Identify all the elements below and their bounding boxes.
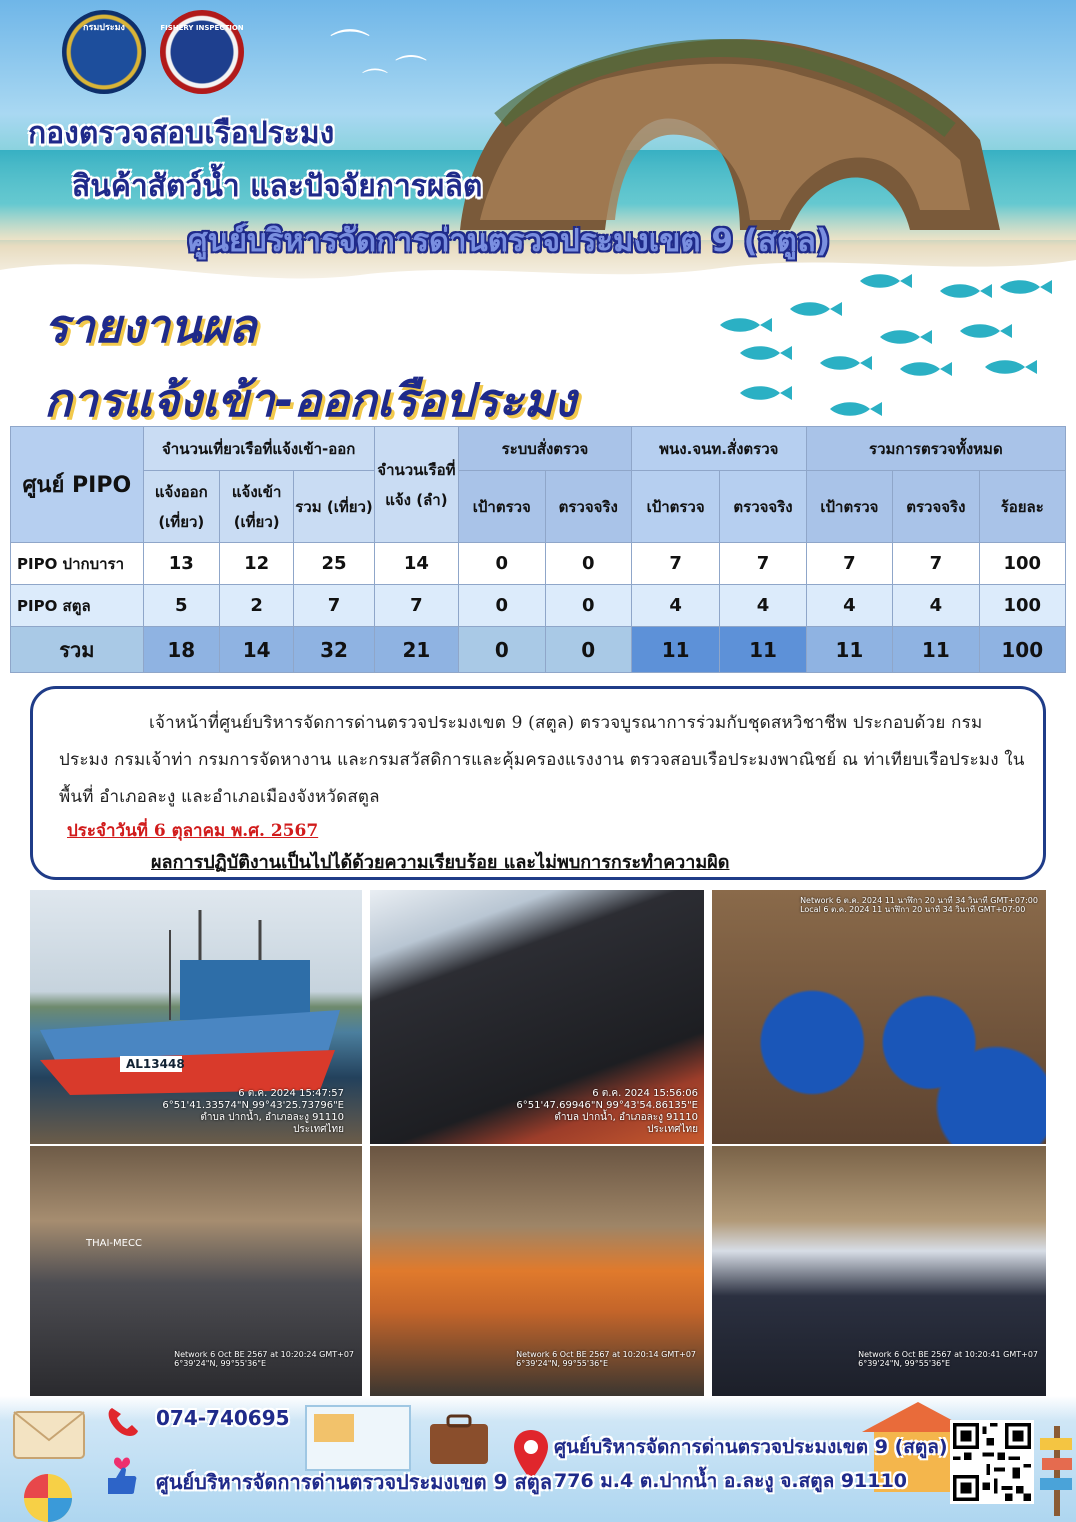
stamp-line: ตำบล ปากน้ำ, อำเภอละงู 91110 [554,1112,698,1123]
header-boats: จำนวนเรือที่แจ้ง (ลำ) [374,427,458,543]
fish-icon [720,316,772,334]
header-center: ศูนย์ PIPO [11,427,144,543]
stamp-line: Network 6 ต.ค. 2024 11 นาฬิกา 20 นาที 34 วินาที GMT+07:00 [800,896,1038,905]
header-system-actual: ตรวจจริง [545,471,631,543]
cell-system-actual: 0 [545,543,631,585]
header-in: แจ้งเข้า (เที่ยว) [219,471,293,543]
stamp-line: ประเทศไทย [647,1124,698,1135]
header-banner [0,0,1076,300]
photo-timestamp [516,1350,696,1368]
seagull-icon: ⌒ [395,52,428,90]
photo-timestamp [162,1088,344,1136]
header-officer-group: พนง.จนท.สั่งตรวจ [631,427,806,471]
stamp-line: 6°39'24"N, 99°55'36"E [174,1359,266,1368]
fish-icon [985,358,1037,376]
report-title: รายงานผล [44,299,257,353]
row-name: PIPO ปากบารา [11,543,144,585]
center-title: ศูนย์บริหารจัดการด่านตรวจประมงเขต 9 (สตูล) [188,223,831,259]
header-trips-group: จำนวนเที่ยวเรือที่แจ้งเข้า-ออก [143,427,374,471]
stamp-line: Local 6 ต.ค. 2024 11 นาฬิกา 20 นาที 34 วินาที GMT+07:00 [800,905,1026,914]
vest-label: THAI-MECC [86,1238,142,1249]
stamp-line: 6°51'47.69946"N 99°43'54.86135"E [516,1100,698,1111]
address-line1: ศูนย์บริหารจัดการด่านตรวจประมงเขต 9 (สตูล) [554,1436,948,1458]
cell-in: 14 [219,627,293,673]
notice-paragraph: เจ้าหน้าที่ศูนย์บริหารจัดการด่านตรวจประมงเขต 9 (สตูล) ตรวจบูรณาการร่วมกับชุดสหวิชาชีพ ประกอบด้วย กรมประมง กรมเจ้าท่า กรมการจัดหางาน และกรมสวัสดิการและคุ้มครองแรงงาน ตรวจสอบเรือประมงพาณิชย์ ณ ท่าเทียบเรือประมง ในพื้นที่ อำเภอละงู และอำเภอเมืองจังหวัดสตูล [59,713,1025,807]
cell-out: 5 [143,585,219,627]
notice-result: ผลการปฏิบัติงานเป็นไปได้ด้วยความเรียบร้อย และไม่พบการกระทำความผิด [151,852,730,873]
qr-code[interactable] [950,1420,1034,1504]
cell-out: 13 [143,543,219,585]
division-title: กองตรวจสอบเรือประมง [28,116,335,151]
fish-icon [1000,278,1052,296]
header-total: รวม (เที่ยว) [294,471,374,543]
cell-officer-actual: 4 [720,585,806,627]
contact-phone: 074-740695 [156,1406,290,1430]
phone-icon [104,1404,144,1440]
cell-all-actual: 7 [893,543,979,585]
photo-fishing-net [370,890,704,1144]
cell-system-target: 0 [459,627,545,673]
table-total-row [11,627,1066,673]
fish-icon [740,384,792,402]
logo-text: กรมประมง [83,23,125,33]
photo-timestamp [174,1350,354,1368]
beach-ball-decoration [20,1470,76,1522]
fish-icon [960,322,1012,340]
cell-officer-target: 7 [631,543,719,585]
fish-icon [900,360,952,378]
photo-inspection-team [30,1146,362,1396]
cell-officer-target: 4 [631,585,719,627]
cell-all-target: 11 [806,627,892,673]
cell-officer-target: 11 [631,627,719,673]
cell-in: 2 [219,585,293,627]
seagull-icon: ⌒ [330,27,370,73]
department-of-fisheries-logo [62,10,146,94]
notice-box [30,686,1046,880]
seagull-icon: ⌒ [362,68,389,98]
address-line2: 776 ม.4 ต.ปากน้ำ อ.ละงู จ.สตูล 91110 [554,1470,907,1492]
header-all-target: เป้าตรวจ [806,471,892,543]
header-all-actual: ตรวจจริง [893,471,979,543]
cell-out: 18 [143,627,219,673]
report-subtitle: การแจ้งเข้า-ออกเรือประมง [44,373,577,427]
cell-total: 25 [294,543,374,585]
division-subtitle: สินค้าสัตว์น้ำ และปัจจัยการผลิต [72,169,483,204]
photo-fish-barrels [712,890,1046,1144]
table-row [11,543,1066,585]
header-system-target: เป้าตรวจ [459,471,545,543]
header-out: แจ้งออก (เที่ยว) [143,471,219,543]
stamp-line: 6 ต.ค. 2024 15:47:57 [238,1088,344,1099]
boat-hull-number: AL13448 [126,1057,185,1071]
fish-icon [880,328,932,346]
cell-percent: 100 [979,543,1065,585]
cell-total: 32 [294,627,374,673]
cell-officer-actual: 11 [720,627,806,673]
stamp-line: ประเทศไทย [293,1124,344,1135]
cell-all-actual: 4 [893,585,979,627]
stamp-line: 6°39'24"N, 99°55'36"E [858,1359,950,1368]
cell-boats: 7 [374,585,458,627]
header-system-group: ระบบสั่งตรวจ [459,427,632,471]
fish-icon [790,300,842,318]
header-all-group: รวมการตรวจทั้งหมด [806,427,1065,471]
stamp-line: 6°39'24"N, 99°55'36"E [516,1359,608,1368]
row-name: PIPO สตูล [11,585,144,627]
cell-all-target: 7 [806,543,892,585]
cell-officer-actual: 7 [720,543,806,585]
photo-crew-documents [370,1146,704,1396]
cell-total: 7 [294,585,374,627]
photo-timestamp [516,1088,698,1136]
header-officer-actual: ตรวจจริง [720,471,806,543]
stamp-line: 6 ต.ค. 2024 15:56:06 [592,1088,698,1099]
stamp-line: Network 6 Oct BE 2567 at 10:20:24 GMT+07 [174,1350,354,1359]
header-percent: ร้อยละ [979,471,1065,543]
fish-icon [940,282,992,300]
cell-system-actual: 0 [545,627,631,673]
logo-text: FISHERY INSPECTION [160,24,244,32]
fish-icon [860,272,912,290]
cell-system-target: 0 [459,543,545,585]
photo-officers-meeting [712,1146,1046,1396]
stamp-line: Network 6 Oct BE 2567 at 10:20:14 GMT+07 [516,1350,696,1359]
fish-icon [830,400,882,418]
cell-percent: 100 [979,627,1065,673]
suitcase-decoration [424,1410,494,1470]
fish-icon [740,344,792,362]
stamp-line: ตำบล ปากน้ำ, อำเภอละงู 91110 [200,1112,344,1123]
fish-icon [820,354,872,372]
table-row [11,585,1066,627]
signpost-decoration [1040,1426,1074,1516]
cell-all-target: 4 [806,585,892,627]
fishery-inspection-logo [160,10,244,94]
envelope-decoration [6,1402,96,1472]
cell-system-actual: 0 [545,585,631,627]
photo-timestamp [858,1350,1038,1368]
facebook-like-icon [104,1450,140,1496]
cell-all-actual: 11 [893,627,979,673]
cell-system-target: 0 [459,585,545,627]
stamp-line: 6°51'41.33574"N 99°43'25.73796"E [162,1100,344,1111]
facebook-page-name: ศูนย์บริหารจัดการด่านตรวจประมงเขต 9 สตูล [156,1470,552,1494]
photo-fishing-boat [30,890,362,1144]
cell-boats: 14 [374,543,458,585]
cell-percent: 100 [979,585,1065,627]
photo-timestamp [800,896,1038,914]
notice-date: ประจำวันที่ 6 ตุลาคม พ.ศ. 2567 [67,821,319,841]
rock-arch-image [440,20,1000,240]
header-officer-target: เป้าตรวจ [631,471,719,543]
pipo-report-table [10,426,1066,673]
row-name: รวม [11,627,144,673]
cell-in: 12 [219,543,293,585]
stamp-line: Network 6 Oct BE 2567 at 10:20:41 GMT+07 [858,1350,1038,1359]
cell-boats: 21 [374,627,458,673]
